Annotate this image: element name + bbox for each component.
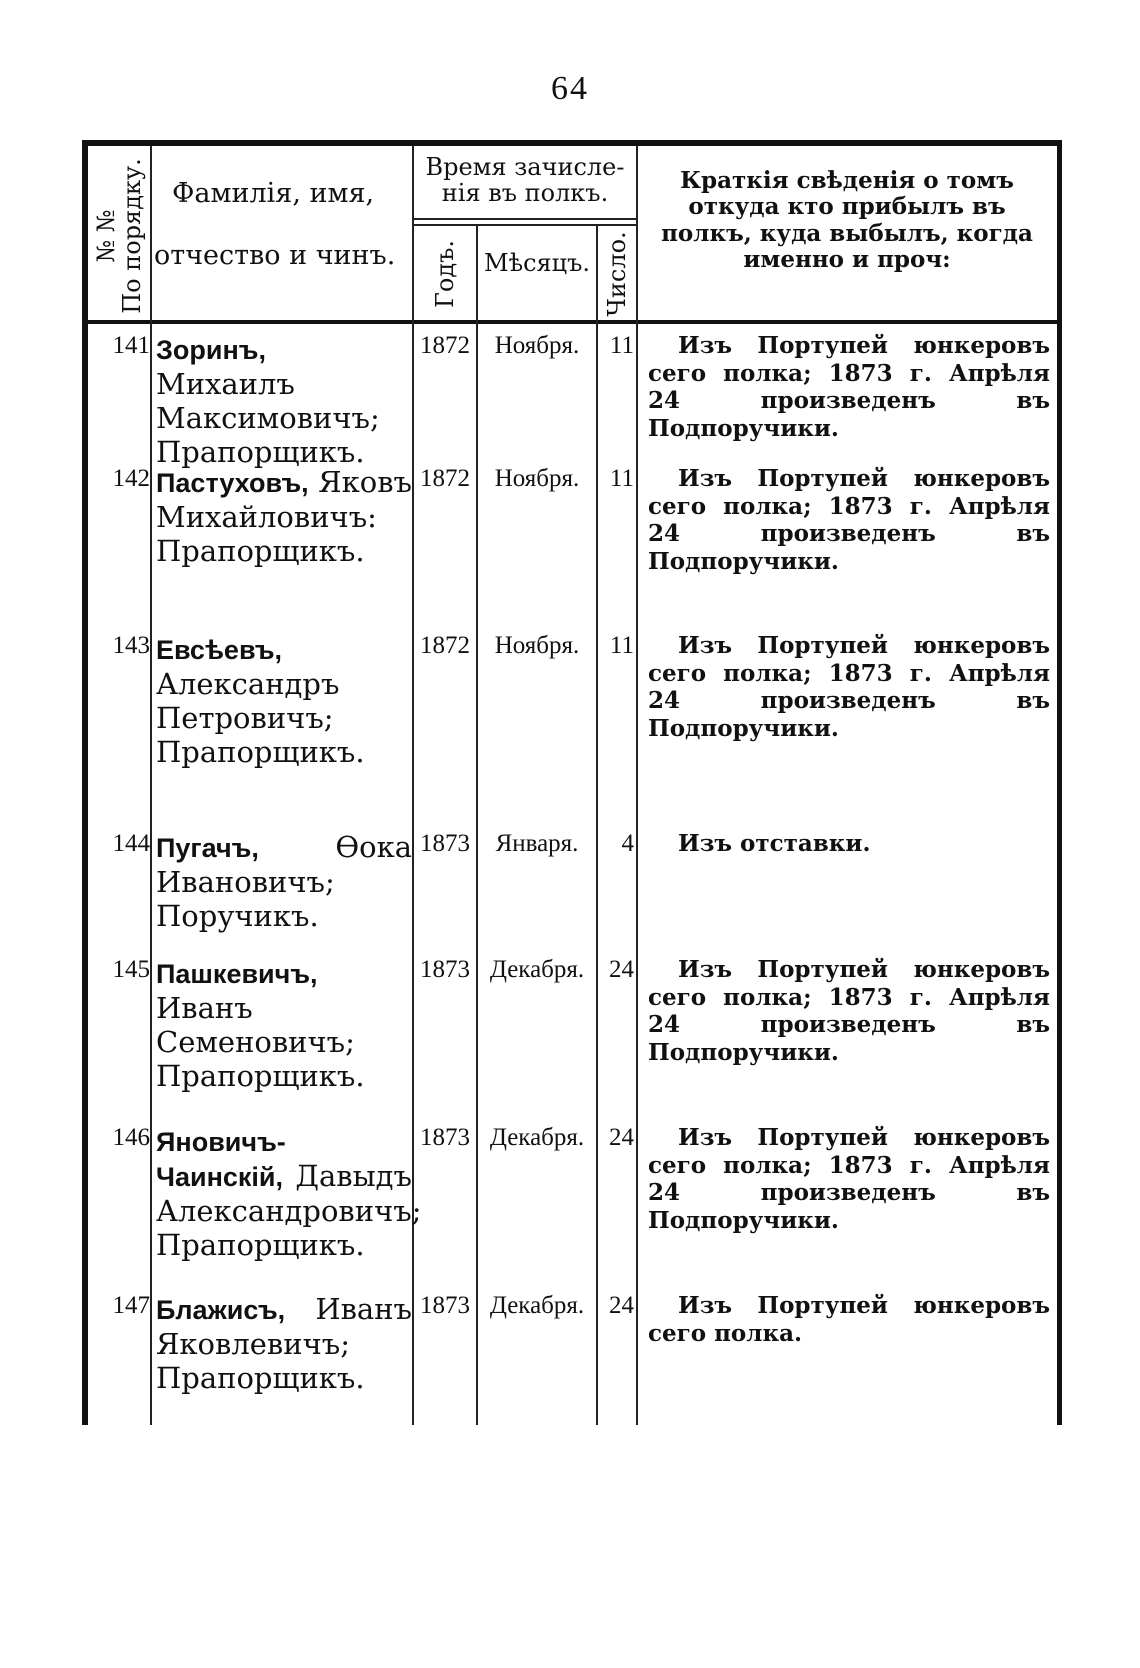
name-rest: Иванъ Яковлевичъ; Прапорщикъ.: [156, 1292, 412, 1396]
surname: Яновичъ-Чаинскій,: [156, 1127, 286, 1192]
surname: Блажисъ,: [156, 1295, 286, 1325]
enroll-day: 24: [609, 956, 634, 983]
header-name-line1: Фамилія, имя,: [172, 178, 375, 209]
service-info: [648, 465, 1050, 575]
person-name: [156, 465, 412, 568]
register-table: [82, 140, 1062, 1425]
column-divider: [636, 146, 638, 1425]
header-name-line2: отчество и чинъ.: [154, 240, 396, 271]
header-bottom-rule: [82, 320, 1062, 324]
row-number: 144: [112, 830, 150, 857]
enroll-month: Декабря.: [489, 956, 585, 983]
header-info-line4: именно и проч:: [743, 246, 951, 274]
column-divider: [476, 224, 478, 1425]
surname: Евсѣевъ,: [156, 635, 283, 665]
header-info-line3: полкъ, куда выбылъ, когда: [661, 219, 1033, 247]
service-info-text: Изъ Портупей юнкеровъ сего полка; 1873 г. Апрѣля 24 произведенъ въ Подпоручики.: [648, 632, 1050, 742]
row-number: 145: [112, 956, 150, 983]
service-info-text: Изъ Портупей юнкеровъ сего полка.: [648, 1292, 1050, 1347]
header-number-line2: По порядку.: [117, 158, 146, 314]
header-time-line1: Время зачисле-: [425, 153, 625, 181]
name-rest: Иванъ Семеновичъ; Прапорщикъ.: [156, 990, 365, 1094]
service-info-text: Изъ отставки.: [678, 830, 871, 857]
enroll-day: 11: [609, 332, 634, 359]
service-info-text: Изъ Портупей юнкеровъ сего полка; 1873 г. Апрѣля 24 произведенъ въ Подпоручики.: [648, 332, 1050, 442]
name-rest: Яковъ Михайловичъ: Прапорщикъ.: [156, 465, 412, 569]
header-info-cell: [638, 168, 1056, 274]
column-divider: [150, 146, 152, 1425]
enroll-day: 24: [609, 1124, 634, 1151]
service-info-text: Изъ Портупей юнкеровъ сего полка; 1873 г. Апрѣля 24 произведенъ въ Подпоручики.: [648, 465, 1050, 575]
table-left-edge: [82, 140, 88, 1425]
enroll-year: 1872: [420, 332, 470, 359]
header-name-cell: [152, 146, 412, 320]
header-year-label: Годъ.: [430, 239, 459, 309]
header-info-line2: откуда кто прибылъ въ: [688, 193, 1006, 221]
enroll-day: 4: [621, 830, 634, 857]
service-info-text: Изъ Портупей юнкеровъ сего полка; 1873 г. Апрѣля 24 произведенъ въ Подпоручики.: [648, 956, 1050, 1066]
header-subrule: [414, 218, 636, 220]
name-rest: Александръ Петровичъ; Прапорщикъ.: [156, 666, 365, 770]
name-rest: Михаилъ Максимовичъ; Прапорщикъ.: [156, 366, 380, 470]
surname: Пастуховъ,: [156, 468, 309, 498]
surname: Зоринъ,: [156, 335, 266, 365]
header-year-cell: [414, 226, 476, 320]
header-time-cell: [414, 146, 636, 218]
enroll-year: 1873: [420, 1124, 470, 1151]
row-number: 146: [112, 1124, 150, 1151]
enroll-year: 1873: [420, 830, 470, 857]
person-name: [156, 332, 412, 470]
enroll-day: 11: [609, 465, 634, 492]
column-divider: [596, 224, 598, 1425]
service-info: [648, 632, 1050, 742]
enroll-month: Декабря.: [489, 1124, 585, 1151]
enroll-month: Ноября.: [494, 332, 580, 359]
header-day-label: Число.: [602, 231, 631, 317]
enroll-year: 1872: [420, 465, 470, 492]
header-number-line1: № №: [91, 209, 120, 263]
surname: Пугачъ,: [156, 833, 259, 863]
page-number: 64: [551, 70, 589, 107]
surname: Пашкевичъ,: [156, 959, 318, 989]
table-right-edge: [1057, 140, 1062, 1425]
row-number: 147: [112, 1292, 150, 1319]
name-rest: Ѳока Ивановичъ; Поручикъ.: [156, 830, 412, 934]
person-name: [156, 1124, 422, 1262]
service-info: [648, 956, 1050, 1066]
enroll-year: 1873: [420, 1292, 470, 1319]
enroll-month: Января.: [495, 830, 579, 857]
row-number: 143: [112, 632, 150, 659]
enroll-day: 24: [609, 1292, 634, 1319]
enroll-month: Ноября.: [494, 465, 580, 492]
service-info: [648, 1124, 1050, 1234]
name-rest: Давыдъ Александровичъ; Прапорщикъ.: [156, 1158, 422, 1262]
header-time-line2: нія въ полкъ.: [441, 179, 609, 208]
enroll-day: 11: [609, 632, 634, 659]
person-name: [156, 632, 412, 770]
row-number: 142: [112, 465, 150, 492]
enroll-month: Ноября.: [494, 632, 580, 659]
service-info-text: Изъ Портупей юнкеровъ сего полка; 1873 г. Апрѣля 24 произведенъ въ Подпоручики.: [648, 1124, 1050, 1234]
enroll-year: 1873: [420, 956, 470, 983]
row-number: 141: [112, 332, 150, 359]
service-info: [648, 830, 1050, 858]
header-info-line1: Краткія свѣденія о томъ: [680, 167, 1014, 194]
header-number-cell: [88, 146, 150, 320]
header-day-cell: [598, 226, 636, 320]
service-info: [648, 332, 1050, 442]
person-name: [156, 1292, 412, 1395]
service-info: [648, 1292, 1050, 1347]
header-month-label: Мѣсяцъ.: [484, 249, 590, 277]
enroll-year: 1872: [420, 632, 470, 659]
person-name: [156, 956, 412, 1094]
enroll-month: Декабря.: [489, 1292, 585, 1319]
person-name: [156, 830, 412, 933]
